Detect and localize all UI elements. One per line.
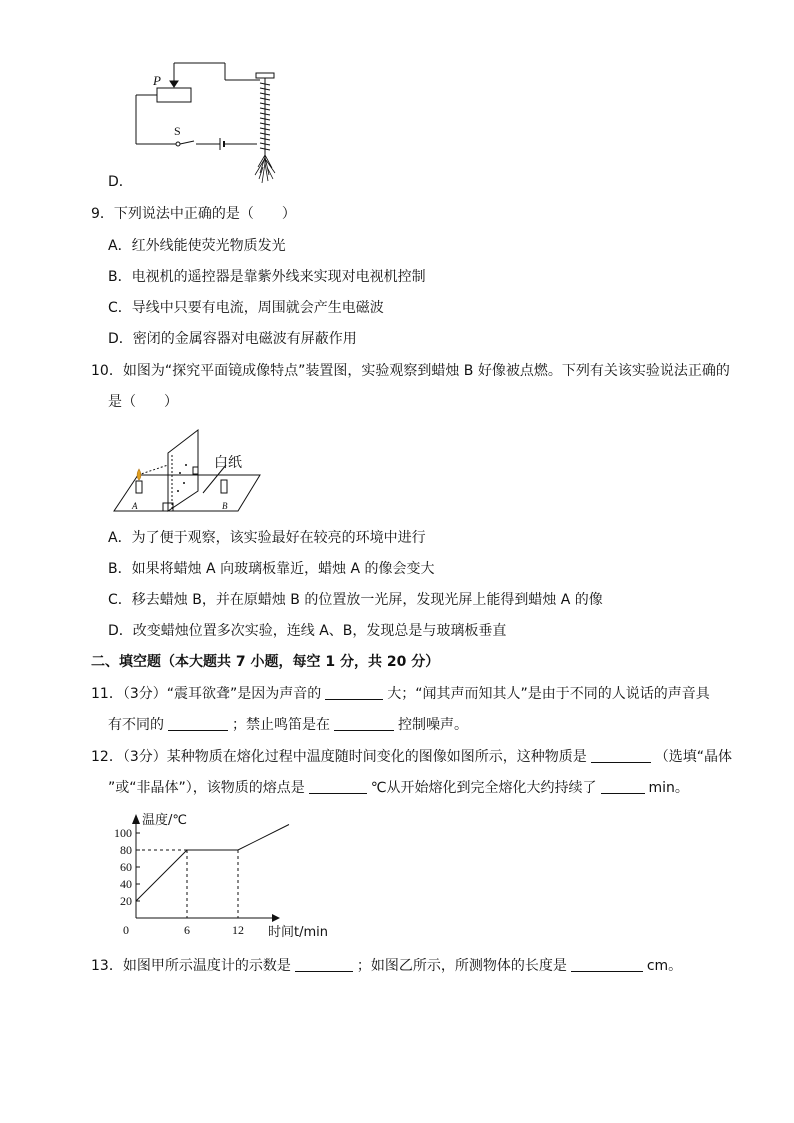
q11-text-a: 11．（3分）“震耳欲聋”是因为声音的 <box>91 686 322 702</box>
q11-line1 <box>91 685 710 703</box>
q12-text-a: 12．（3分）某种物质在熔化过程中温度随时间变化的图像如图所示，这种物质是 <box>91 749 587 765</box>
slider-label: P <box>153 73 161 88</box>
q11-blank-2[interactable] <box>168 716 228 731</box>
x-tick-label: 12 <box>232 923 244 937</box>
q13-blank-1[interactable] <box>295 957 353 972</box>
q11-line2 <box>108 716 468 734</box>
q10-stem-line2: 是（ ） <box>108 394 178 410</box>
q11-text-d: ；禁止鸣笛是在 <box>232 717 330 733</box>
q8-option-d: D． <box>108 174 133 190</box>
x-tick-label: 6 <box>184 923 190 937</box>
y-tick-label: 80 <box>120 843 132 857</box>
q13-text-c: cm。 <box>646 958 683 974</box>
q9-stem: 9．下列说法中正确的是（ ） <box>91 206 296 222</box>
white-paper-label: 白纸 <box>214 455 242 471</box>
q9-option-c: C．导线中只要有电流，周围就会产生电磁波 <box>108 300 384 316</box>
q12-text-e: min。 <box>648 780 689 796</box>
q10-option-d: D．改变蜡烛位置多次实验，连线 A、B，发现总是与玻璃板垂直 <box>108 623 507 639</box>
q12-text-b: （选填“晶体 <box>654 749 732 765</box>
plane-mirror-experiment-diagram <box>108 425 268 517</box>
y-tick-label: 60 <box>120 860 132 874</box>
q10-option-a: A．为了便于观察，该实验最好在较亮的环境中进行 <box>108 530 426 546</box>
x-axis-arrow-icon <box>272 914 280 922</box>
section-heading: 二、填空题（本大题共 7 小题，每空 1 分，共 20 分） <box>91 654 440 670</box>
candle-a-label: A <box>132 501 138 511</box>
y-axis-label: 温度/℃ <box>142 813 187 828</box>
y-axis-arrow-icon <box>132 814 140 824</box>
q13-text-a: 13．如图甲所示温度计的示数是 <box>91 958 291 974</box>
x-tick-label: 0 <box>123 923 129 937</box>
candle-b-label: B <box>222 501 228 511</box>
temperature-curve <box>136 825 289 902</box>
y-tick-label: 40 <box>120 877 132 891</box>
q13-text-b: ；如图乙所示，所测物体的长度是 <box>356 958 567 974</box>
x-axis-label: 时间t/min <box>268 925 328 940</box>
q9-option-a: A．红外线能使荧光物质发光 <box>108 238 286 254</box>
q11-text-c: 有不同的 <box>108 717 164 733</box>
q10-option-b: B．如果将蜡烛 A 向玻璃板靠近，蜡烛 A 的像会变大 <box>108 561 435 577</box>
q12-line1 <box>91 748 732 766</box>
q12-text-d: ℃从开始熔化到完全熔化大约持续了 <box>370 780 597 796</box>
switch-label: S <box>174 124 181 138</box>
electromagnet-circuit-diagram <box>120 55 290 190</box>
y-tick-label: 20 <box>120 894 132 908</box>
q13-line <box>91 957 682 975</box>
q9-option-b: B．电视机的遥控器是靠紫外线来实现对电视机控制 <box>108 269 426 285</box>
q9-option-d: D．密闭的金属容器对电磁波有屏蔽作用 <box>108 331 357 347</box>
q12-text-c: ”或“非晶体”），该物质的熔点是 <box>108 780 305 796</box>
q12-line2 <box>108 779 689 797</box>
q13-blank-2[interactable] <box>571 957 643 972</box>
q10-option-c: C．移去蜡烛 B，并在原蜡烛 B 的位置放一光屏，发现光屏上能得到蜡烛 A 的像 <box>108 592 603 608</box>
q11-blank-3[interactable] <box>334 716 394 731</box>
melting-curve-chart <box>100 808 340 943</box>
q12-blank-2[interactable] <box>309 779 367 794</box>
q11-text-b: 大；“闻其声而知其人”是由于不同的人说话的声音具 <box>387 686 710 702</box>
y-tick-label: 100 <box>114 826 132 840</box>
q11-blank-1[interactable] <box>325 685 383 700</box>
q11-text-e: 控制噪声。 <box>398 717 468 733</box>
q12-blank-1[interactable] <box>591 748 651 763</box>
candle-flame-icon <box>137 469 141 480</box>
q10-stem-line1: 10．如图为“探究平面镜成像特点”装置图，实验观察到蜡烛 B 好像被点燃。下列有关该实验说法正确的 <box>91 363 730 379</box>
q12-blank-3[interactable] <box>601 779 645 794</box>
